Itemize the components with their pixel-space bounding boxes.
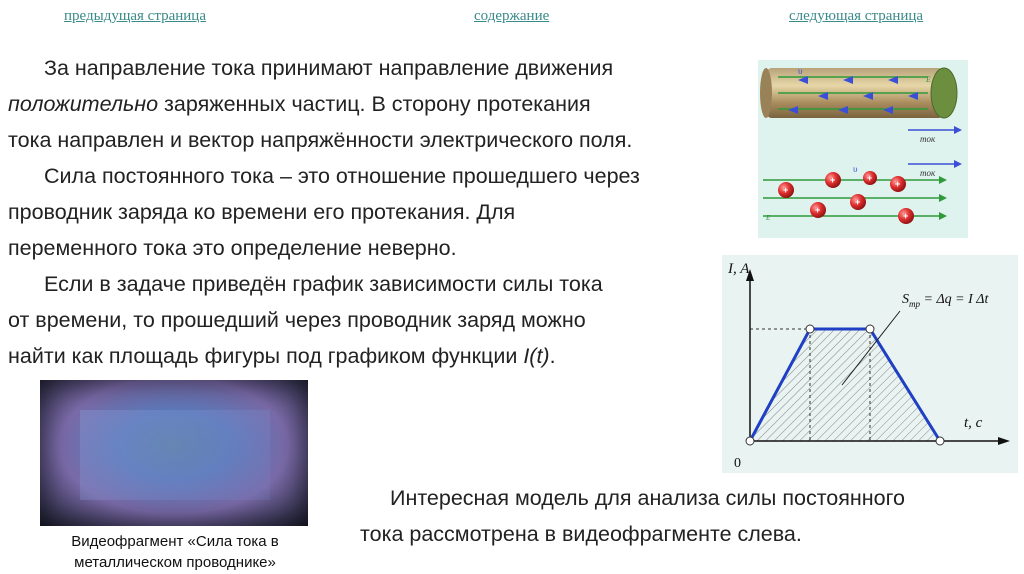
y-axis-label: I, A	[728, 261, 750, 277]
italic-word: положительно	[8, 92, 159, 116]
velocity-label: υ	[853, 164, 858, 174]
paragraph-charge-area	[8, 266, 603, 374]
current-arrowhead	[954, 160, 962, 168]
paragraph-line: переменного тока это определение неверно.	[8, 236, 457, 260]
current-time-graph	[722, 255, 1018, 473]
svg-text:+: +	[830, 175, 836, 185]
field-arrowheads	[939, 176, 947, 220]
paragraph-text: заряженных частиц. В сторону протекания	[158, 92, 591, 116]
paragraph-text: .	[549, 344, 556, 368]
caption-line: металлическом проводнике»	[74, 554, 276, 571]
next-page-link[interactable]: следующая страница	[789, 8, 924, 24]
current-label: ток	[920, 134, 936, 144]
conductor-illustration	[758, 60, 968, 238]
velocity-label: υ	[798, 66, 803, 76]
paragraph-line: проводник заряда ко времени его протекания. Для	[8, 200, 516, 224]
current-label: ток	[920, 168, 936, 178]
paragraph-line	[8, 338, 603, 374]
svg-text:+: +	[815, 205, 821, 215]
svg-text:+: +	[855, 197, 861, 207]
conductor-start	[760, 68, 772, 118]
note-line: тока рассмотрена в видеофрагменте слева.	[360, 522, 802, 546]
paragraph-text: найти как площадь фигуры под графиком функции	[8, 344, 524, 368]
svg-text:+: +	[867, 173, 873, 183]
paragraph-line: от времени, то прошедший через проводник заряд можно	[8, 308, 586, 332]
video-note	[360, 480, 905, 552]
function-name: I(t)	[523, 344, 550, 368]
svg-text:+: +	[903, 211, 909, 221]
video-frame	[80, 410, 270, 500]
paragraph-line: За направление тока принимают направление движения	[44, 56, 614, 80]
paragraph-line	[8, 86, 632, 122]
contents-link[interactable]: содержание	[474, 8, 550, 24]
field-label: E	[766, 214, 771, 222]
conductor-svg	[758, 60, 968, 238]
paragraph-line: Если в задаче приведён график зависимости силы тока	[44, 272, 603, 296]
paragraph-current-definition	[8, 158, 640, 266]
formula: $S_{тр} = \Delta q = I$ Δt	[902, 292, 989, 309]
svg-text:+: +	[895, 179, 901, 189]
current-arrowhead	[954, 126, 962, 134]
origin-label: 0	[734, 456, 741, 471]
conductor-end	[931, 68, 957, 118]
paragraph-line: Сила постоянного тока – это отношение прошедшего через	[44, 164, 640, 188]
graph-svg	[722, 255, 1018, 473]
prev-page-link[interactable]: предыдущая страница	[64, 8, 206, 24]
video-thumbnail[interactable]	[40, 380, 308, 526]
x-axis-label: t, c	[964, 415, 983, 431]
note-line: Интересная модель для анализа силы постоянного	[390, 486, 905, 510]
paragraph-line: тока направлен и вектор напряжённости электрического поля.	[8, 128, 633, 152]
paragraph-current-direction	[8, 50, 632, 158]
svg-text:+: +	[783, 185, 789, 195]
x-axis-arrow	[998, 437, 1010, 445]
field-label: E	[926, 75, 931, 84]
caption-line: Видеофрагмент «Сила тока в	[71, 533, 279, 550]
video-caption	[20, 531, 330, 573]
